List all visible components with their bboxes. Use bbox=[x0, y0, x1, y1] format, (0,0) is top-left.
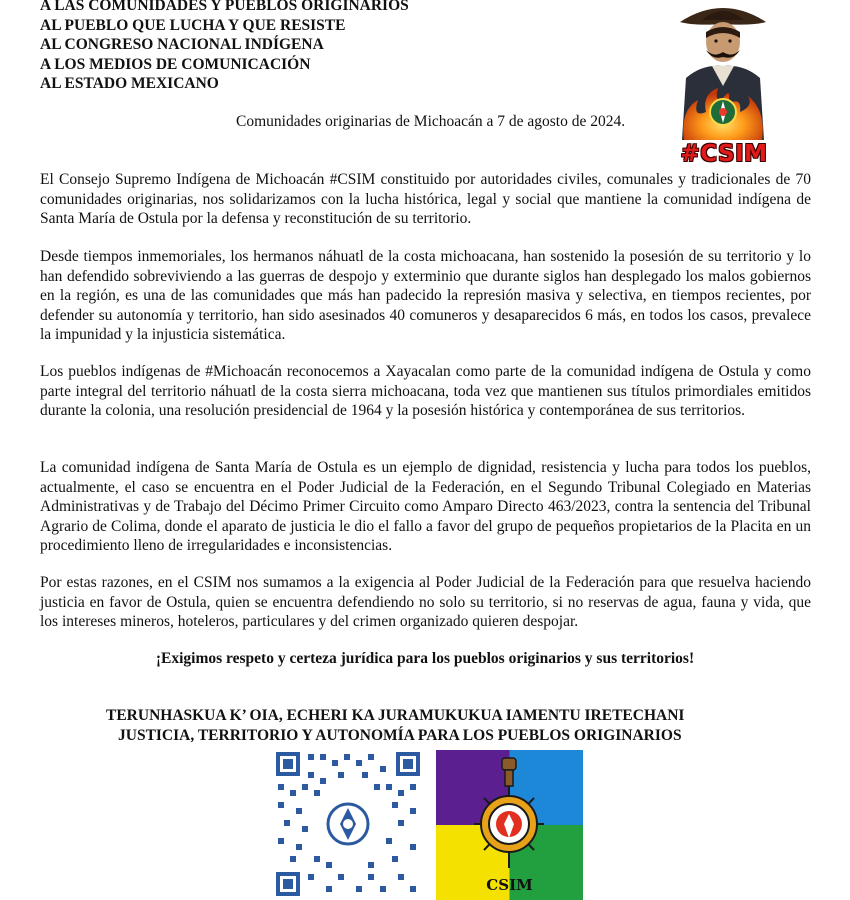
addressee-list bbox=[40, 0, 409, 94]
dateline: Comunidades originarias de Michoacán a 7 de agosto de 2024. bbox=[236, 113, 626, 130]
qr-code-icon[interactable] bbox=[272, 748, 424, 900]
addressee-line: A LAS COMUNIDADES Y PUEBLOS ORIGINARIOS bbox=[40, 0, 409, 14]
addressee-line: AL CONGRESO NACIONAL INDÍGENA bbox=[40, 36, 324, 53]
csim-hashtag-logo: #CSIM bbox=[680, 141, 768, 167]
demand-statement: ¡Exigimos respeto y certeza jurídica para los pueblos originarios y sus territorios! bbox=[155, 650, 695, 667]
slogan-spanish: JUSTICIA, TERRITORIO Y AUTONOMÍA PARA LOS PUEBLOS ORIGINARIOS bbox=[118, 727, 682, 744]
paragraph-intro: El Consejo Supremo Indígena de Michoacán #CSIM constituido por autoridades civiles, comunales y tradicionales de 70 comunidades originarias, nos solidarizamos con la lucha histórica, legal y social que mantiene la comunidad indígena de Santa María de Ostula por la defensa y reconstitución de su territorio. bbox=[40, 171, 811, 227]
flag-label: CSIM bbox=[486, 876, 533, 894]
addressee-line: AL ESTADO MEXICANO bbox=[40, 75, 219, 92]
paragraph-legal-case: La comunidad indígena de Santa María de Ostula es un ejemplo de dignidad, resistencia y lucha para todos los pueblos, actualmente, el caso se encuentra en el Poder Judicial de la Federación, en el Segundo Tribunal Colegiado en Materias Administrativas y de Trabajo del Décimo Primer Circuito como Amparo Directo 463/2023, contra la sentencia del Tribunal Agrario de Colima, donde el aparato de justicia le dio el fallo a favor del grupo de pequeños propietarios de la Placita en un procedimiento lleno de irregularidades e inconsistencias. bbox=[40, 459, 811, 554]
addressee-line: AL PUEBLO QUE LUCHA Y QUE RESISTE bbox=[40, 16, 346, 34]
paragraph-history: Desde tiempos inmemoriales, los hermanos náhuatl de la costa michoacana, han sostenido la posesión de su territorio y lo han defendido sobreviviendo a las guerras de despojo y exterminio que durante siglos han desplegado los malos gobiernos en la región, es una de las comunidades que más han padecido la represión masiva y selectiva, en tiempos recientes, por defender su autonomía y territorio, han sido asesinados 40 comuneros y desaparecidos 6 más, en todos los casos, prevalece la impunidad y la injusticia sistemática. bbox=[40, 248, 811, 343]
slogan-purepecha: TERUNHASKUA K’ OIA, ECHERI KA JURAMUKUKUA IAMENTU IRETECHANI bbox=[106, 707, 685, 724]
paragraph-demand-reason: Por estas razones, en el CSIM nos sumamos a la exigencia al Poder Judicial de la Federación para que resuelva haciendo justicia en favor de Ostula, quien se encuentra defendiendo no solo su territorio, si no reservas de agua, fauna y vida, que los intereses mineros, hoteleros, particulares y del crimen organizado quieren despojar. bbox=[40, 574, 811, 630]
paragraph-recognition: Los pueblos indígenas de #Michoacán reconocemos a Xayacalan como parte de la comunidad indígena de Ostula y como parte integral del territorio náhuatl de la costa sierra michoacana, toda vez que mantienen sus títulos primordiales emitidos durante la colonia, una resolución presidencial de 1964 y la posesión histórica y contemporánea de sus territorios. bbox=[40, 363, 811, 419]
addressee-line: A LOS MEDIOS DE COMUNICACIÓN bbox=[40, 55, 311, 73]
